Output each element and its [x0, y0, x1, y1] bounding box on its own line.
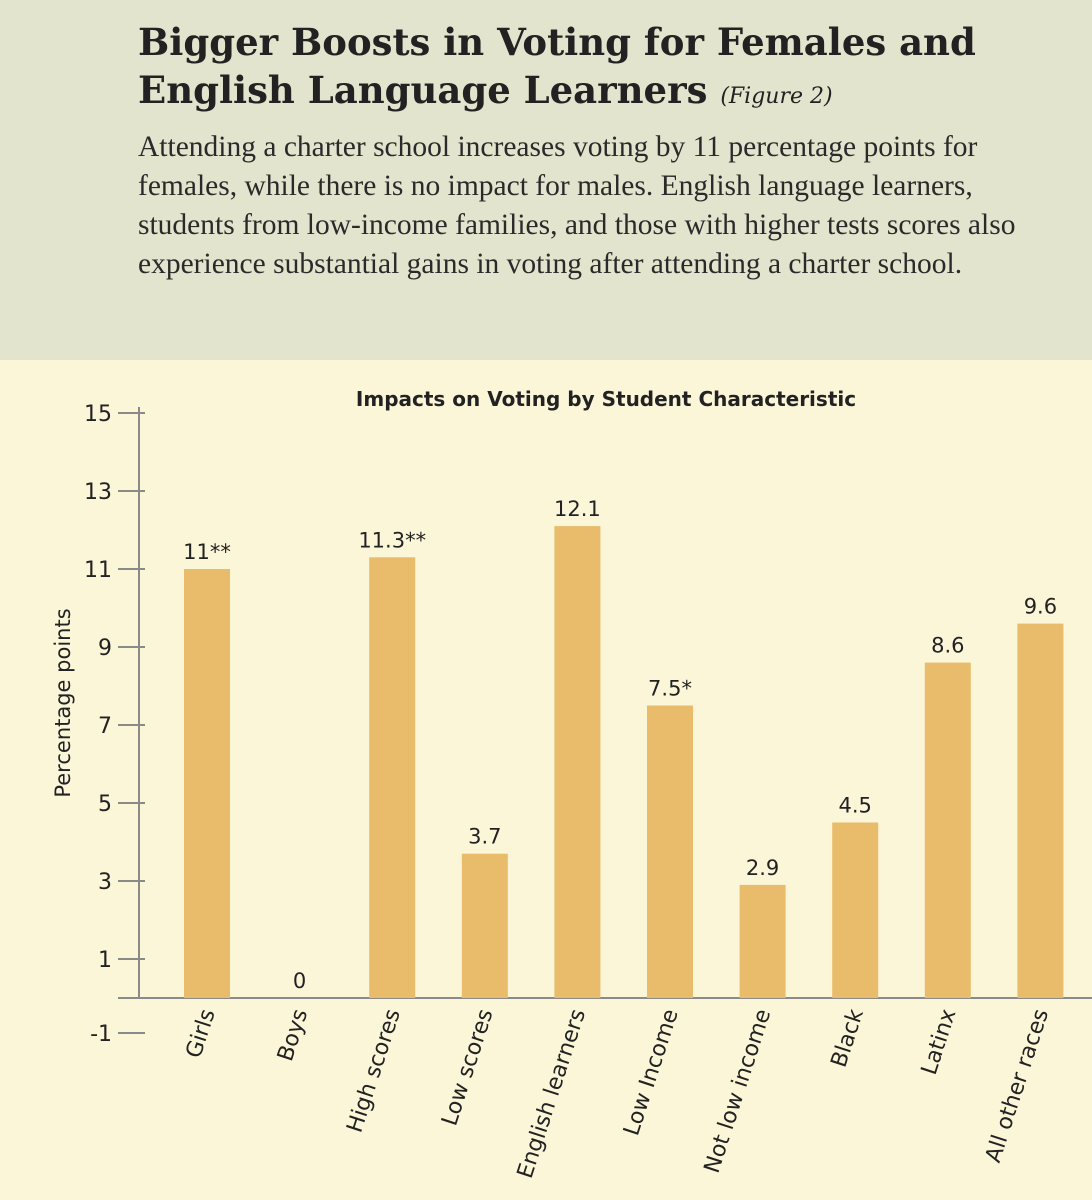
- y-axis-label: Percentage points: [51, 608, 75, 798]
- chart-title: Impacts on Voting by Student Characteristic: [355, 387, 857, 411]
- x-tick-label: English learners: [512, 1006, 592, 1182]
- x-tick-label: Boys: [273, 1006, 314, 1065]
- bar: [832, 823, 878, 999]
- bar: [369, 557, 415, 998]
- y-tick-label: 3: [98, 870, 112, 895]
- y-tick-label: 5: [98, 792, 112, 817]
- x-tick-label: Low scores: [437, 1006, 499, 1129]
- y-tick-label: 13: [84, 480, 112, 505]
- bar: [647, 706, 693, 999]
- data-label: 4.5: [838, 793, 872, 818]
- x-tick-label: Black: [826, 1006, 869, 1071]
- bar: [184, 569, 230, 998]
- data-label: 11**: [183, 540, 231, 564]
- y-ticks: [84, 402, 145, 1047]
- figure-label: (Figure 2): [720, 84, 833, 109]
- data-label: 0: [292, 969, 307, 993]
- x-tick-label: Latinx: [916, 1006, 962, 1079]
- bar-chart: [0, 360, 1092, 1200]
- x-tick-label: All other races: [981, 1006, 1055, 1166]
- y-tick-label: 7: [98, 714, 112, 739]
- x-tick-label: High scores: [342, 1006, 406, 1136]
- x-tick-label: Not low income: [699, 1006, 777, 1177]
- data-label: 9.6: [1023, 594, 1058, 619]
- x-tick-labels: [182, 1006, 1055, 1182]
- y-tick-label: -1: [90, 1022, 112, 1047]
- bar: [1017, 624, 1063, 998]
- bar: [925, 663, 971, 998]
- header-panel: [0, 0, 1092, 360]
- y-tick-label: 9: [98, 636, 112, 661]
- data-label: 3.7: [468, 824, 502, 849]
- figure-title-text: Bigger Boosts in Voting for Females and English Language Learners: [138, 20, 976, 112]
- data-label: 7.5*: [648, 676, 692, 701]
- data-label: 2.9: [745, 855, 780, 880]
- bar: [740, 885, 786, 998]
- bar: [554, 526, 600, 998]
- figure-subtitle: Attending a charter school increases voting by 11 percentage points for females, while there is no impact for males. English language learners, students from low-income families, and those with higher tests scores also experience substantial gains in voting after attending a charter school.: [138, 131, 1016, 280]
- x-tick-label: Low Income: [619, 1006, 684, 1139]
- y-tick-label: 11: [84, 558, 112, 583]
- y-tick-label: 15: [84, 402, 112, 427]
- bars: [184, 526, 1063, 998]
- data-label: 8.6: [931, 633, 965, 658]
- figure-title: [138, 18, 1058, 121]
- x-tick-label: Girls: [181, 1006, 221, 1062]
- data-label: 11.3**: [358, 528, 427, 553]
- bar: [462, 854, 508, 998]
- data-label: 12.1: [554, 497, 601, 522]
- y-tick-label: 1: [98, 948, 112, 973]
